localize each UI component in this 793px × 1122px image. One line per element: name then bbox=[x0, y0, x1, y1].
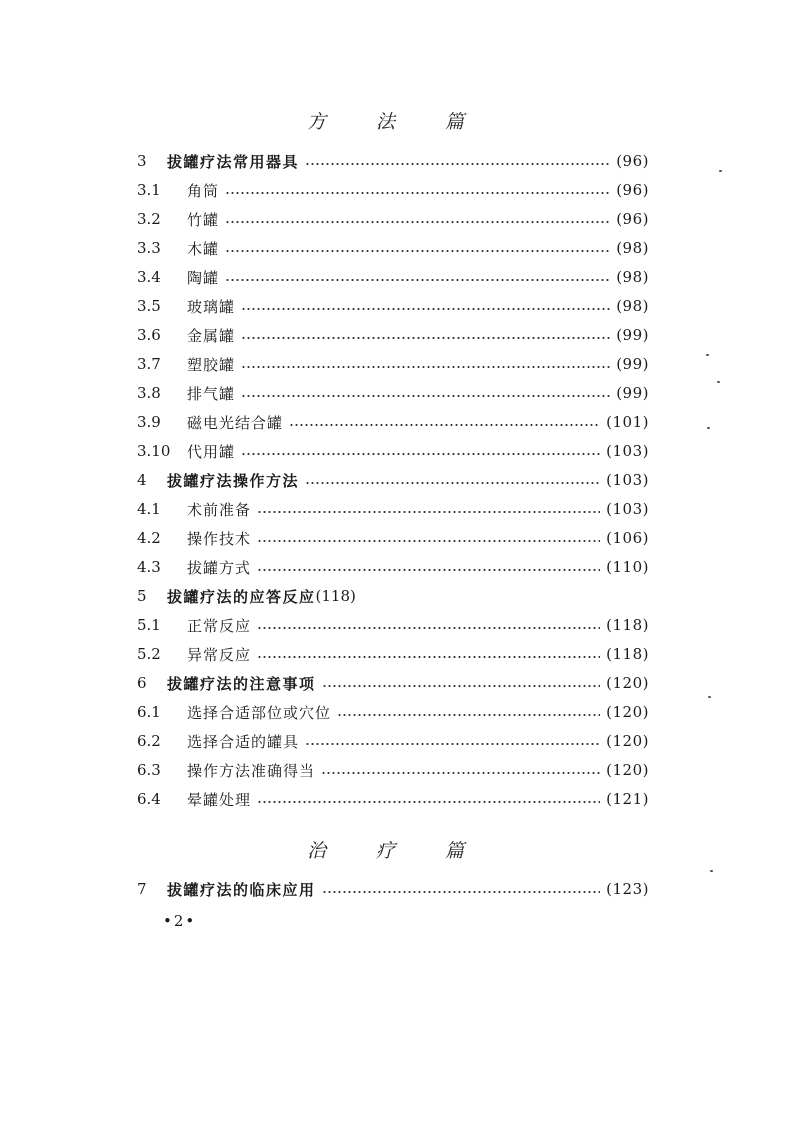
toc-section-entry bbox=[137, 556, 649, 578]
toc-section-entry bbox=[137, 643, 649, 665]
toc-section-entry bbox=[137, 266, 649, 288]
toc-entry-page: (99) bbox=[616, 384, 649, 402]
toc-section-entry bbox=[137, 701, 649, 723]
scan-speck bbox=[719, 170, 722, 172]
toc-entry-number: 6 bbox=[137, 674, 147, 692]
toc-section-entry bbox=[137, 353, 649, 375]
toc-entry-page: (118) bbox=[315, 587, 356, 605]
toc-section-entry bbox=[137, 498, 649, 520]
toc-entry-title: 晕罐处理 bbox=[187, 790, 252, 809]
toc-entry-number: 5.2 bbox=[137, 645, 161, 663]
toc-entry-page: (99) bbox=[616, 326, 649, 344]
toc-chapter-entry bbox=[137, 585, 649, 607]
toc-entry-number: 4.1 bbox=[137, 500, 161, 518]
toc-entry-page: (103) bbox=[606, 500, 649, 518]
toc-dot-leader bbox=[241, 365, 610, 369]
toc-entry-page: (123) bbox=[606, 880, 649, 898]
toc-section-entry bbox=[137, 788, 649, 810]
toc-entry-title: 竹罐 bbox=[187, 210, 220, 229]
toc-entry-title: 拔罐疗法的注意事项 bbox=[167, 674, 316, 693]
toc-section-entry bbox=[137, 208, 649, 230]
toc-entry-page: (118) bbox=[606, 645, 649, 663]
toc-entry-page: (96) bbox=[616, 152, 649, 170]
toc-entry-page: (98) bbox=[616, 239, 649, 257]
toc-entry-number: 3.7 bbox=[137, 355, 161, 373]
toc-dot-leader bbox=[322, 684, 601, 688]
toc-section-entry bbox=[137, 614, 649, 636]
toc-entry-title: 陶罐 bbox=[187, 268, 220, 287]
toc-section-entry bbox=[137, 382, 649, 404]
toc-dot-leader bbox=[241, 336, 610, 340]
toc-entry-number: 5.1 bbox=[137, 616, 161, 634]
toc-entry-page: (120) bbox=[606, 732, 649, 750]
toc-entry-title: 拔罐疗法常用器具 bbox=[167, 152, 300, 171]
toc-dot-leader bbox=[257, 539, 600, 543]
section-title-treatment: 治 疗 篇 bbox=[306, 840, 487, 862]
toc-entry-page: (103) bbox=[606, 471, 649, 489]
toc-entry-number: 6.3 bbox=[137, 761, 161, 779]
toc-dot-leader bbox=[241, 307, 610, 311]
toc-entry-page: (96) bbox=[616, 210, 649, 228]
toc-entry-number: 3.6 bbox=[137, 326, 161, 344]
toc-dot-leader bbox=[225, 191, 610, 195]
toc-chapter-entry bbox=[137, 878, 649, 900]
toc-entry-title: 操作技术 bbox=[187, 529, 252, 548]
toc-section-entry bbox=[137, 759, 649, 781]
toc-dot-leader bbox=[305, 162, 610, 166]
toc-dot-leader bbox=[225, 249, 610, 253]
toc-entry-page: (120) bbox=[606, 703, 649, 721]
toc-entry-title: 异常反应 bbox=[187, 645, 252, 664]
scan-speck bbox=[717, 381, 720, 383]
toc-entry-title: 正常反应 bbox=[187, 616, 252, 635]
toc-entry-page: (103) bbox=[606, 442, 649, 460]
toc-dot-leader bbox=[257, 655, 600, 659]
toc-dot-leader bbox=[305, 742, 600, 746]
toc-entry-number: 3.1 bbox=[137, 181, 161, 199]
toc-entry-page: (99) bbox=[616, 355, 649, 373]
toc-entry-number: 4 bbox=[137, 471, 147, 489]
toc-chapter-entry bbox=[137, 150, 649, 172]
toc-entry-number: 6.2 bbox=[137, 732, 161, 750]
toc-entry-page: (121) bbox=[606, 790, 649, 808]
toc-entry-title: 拔罐疗法操作方法 bbox=[167, 471, 300, 490]
toc-entry-page: (118) bbox=[606, 616, 649, 634]
toc-entry-number: 7 bbox=[137, 880, 147, 898]
toc-dot-leader bbox=[305, 481, 600, 485]
toc-entry-page: (98) bbox=[616, 297, 649, 315]
toc-section-entry bbox=[137, 324, 649, 346]
scan-speck bbox=[710, 870, 713, 872]
toc-dot-leader bbox=[257, 800, 600, 804]
toc-section-entry bbox=[137, 295, 649, 317]
toc-entry-number: 4.3 bbox=[137, 558, 161, 576]
toc-entry-page: (106) bbox=[606, 529, 649, 547]
toc-entry-title: 拔罐疗法的临床应用 bbox=[167, 880, 316, 899]
toc-dot-leader bbox=[257, 510, 600, 514]
toc-entry-page: (96) bbox=[616, 181, 649, 199]
toc-entry-page: (110) bbox=[606, 558, 649, 576]
toc-dot-leader bbox=[225, 278, 610, 282]
toc-chapter-entry bbox=[137, 672, 649, 694]
toc-dot-leader bbox=[322, 890, 601, 894]
toc-entry-title: 玻璃罐 bbox=[187, 297, 236, 316]
toc-entry-number: 3.5 bbox=[137, 297, 161, 315]
toc-entry-title: 代用罐 bbox=[187, 442, 236, 461]
toc-entry-title: 术前准备 bbox=[187, 500, 252, 519]
toc-entry-number: 3.8 bbox=[137, 384, 161, 402]
toc-entry-number: 3 bbox=[137, 152, 147, 170]
toc-chapter-entry bbox=[137, 469, 649, 491]
toc-section-entry bbox=[137, 527, 649, 549]
toc-entry-number: 3.9 bbox=[137, 413, 161, 431]
toc-entry-title: 角筒 bbox=[187, 181, 220, 200]
toc-entry-title: 拔罐疗法的应答反应 bbox=[167, 587, 316, 606]
section-title-methods: 方 法 篇 bbox=[306, 111, 487, 133]
toc-entry-title: 塑胶罐 bbox=[187, 355, 236, 374]
toc-section-entry bbox=[137, 440, 649, 462]
scan-speck bbox=[707, 427, 710, 429]
toc-dot-leader bbox=[289, 423, 600, 427]
toc-entry-number: 6.4 bbox=[137, 790, 161, 808]
toc-section-entry bbox=[137, 179, 649, 201]
toc-entry-title: 选择合适部位或穴位 bbox=[187, 703, 332, 722]
toc-entry-page: (98) bbox=[616, 268, 649, 286]
toc-entry-number: 5 bbox=[137, 587, 147, 605]
toc-entry-number: 3.10 bbox=[137, 442, 171, 460]
toc-section-entry bbox=[137, 730, 649, 752]
scan-speck bbox=[708, 696, 711, 698]
toc-entry-page: (101) bbox=[606, 413, 649, 431]
page-number: •2• bbox=[163, 912, 197, 930]
toc-dot-leader bbox=[225, 220, 610, 224]
toc-section-entry bbox=[137, 237, 649, 259]
toc-entry-number: 6.1 bbox=[137, 703, 161, 721]
toc-entry-title: 金属罐 bbox=[187, 326, 236, 345]
toc-dot-leader bbox=[337, 713, 600, 717]
toc-dot-leader bbox=[257, 568, 600, 572]
toc-entry-number: 3.2 bbox=[137, 210, 161, 228]
toc-entry-title: 操作方法准确得当 bbox=[187, 761, 316, 780]
toc-entry-page: (120) bbox=[606, 674, 649, 692]
toc-entry-title: 木罐 bbox=[187, 239, 220, 258]
toc-dot-leader bbox=[257, 626, 600, 630]
toc-entry-number: 4.2 bbox=[137, 529, 161, 547]
toc-entry-number: 3.4 bbox=[137, 268, 161, 286]
toc-dot-leader bbox=[321, 771, 600, 775]
toc-entry-title: 磁电光结合罐 bbox=[187, 413, 284, 432]
toc-dot-leader bbox=[241, 452, 600, 456]
toc-entry-title: 选择合适的罐具 bbox=[187, 732, 300, 751]
scan-speck bbox=[706, 354, 709, 356]
toc-entry-number: 3.3 bbox=[137, 239, 161, 257]
toc-section-entry bbox=[137, 411, 649, 433]
toc-entry-title: 拔罐方式 bbox=[187, 558, 252, 577]
toc-dot-leader bbox=[241, 394, 610, 398]
toc-entry-page: (120) bbox=[606, 761, 649, 779]
toc-entry-title: 排气罐 bbox=[187, 384, 236, 403]
